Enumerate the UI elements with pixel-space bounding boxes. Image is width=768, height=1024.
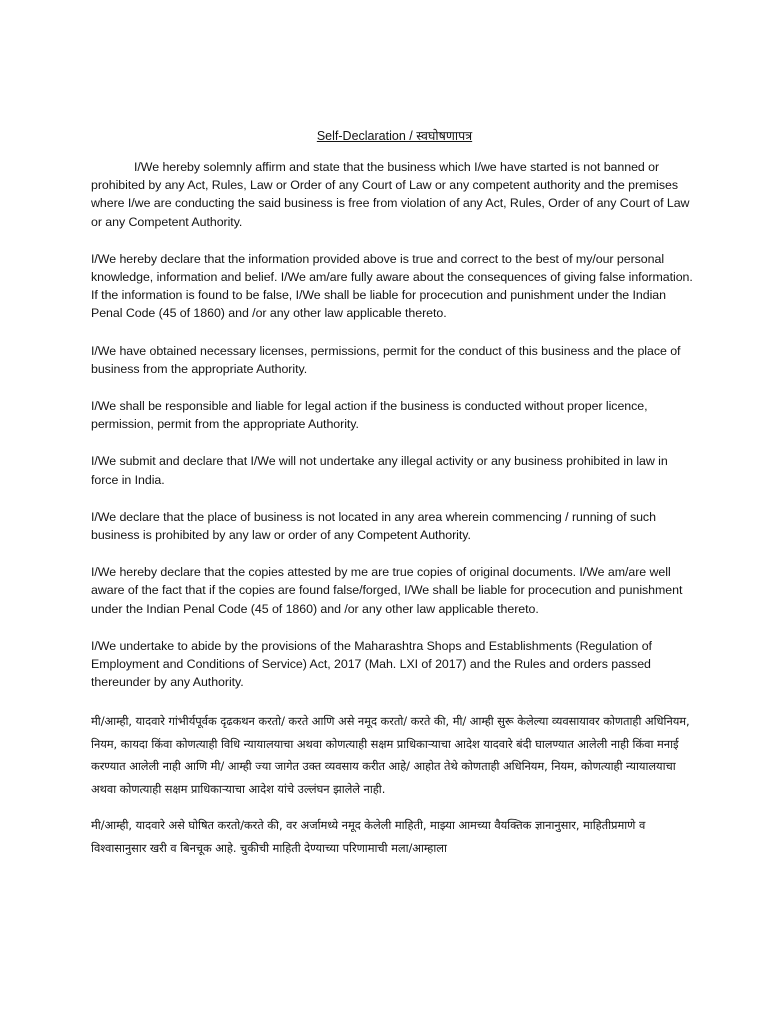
- paragraph-information-true: I/We hereby declare that the information provided above is true and correct to the best of my/our personal knowledge, information and belief. I/We am/are fully aware about the consequences of giving false information. If the information is found to be false, I/We shall be liable for procecution and punishment under the Indian Penal Code (45 of 1860) and /or any other law applicable thereto.: [91, 251, 693, 321]
- paragraph-attested-copies: I/We hereby declare that the copies attested by me are true copies of original documents. I/We am/are well aware of the fact that if the copies are found false/forged, I/We shall be liable for procecution and punishment under the Indian Penal Code (45 of 1860) and /or any other law applicable thereto.: [91, 565, 683, 616]
- document-title: Self-Declaration / स्वघोषणापत्र: [316, 129, 473, 143]
- marathi-paragraph-declaration: मी/आम्ही, यादवारे असे घोषित करतो/करते की, वर अर्जामध्ये नमूद केलेली माहिती, माझ्या आमच्या वैयक्तिक ज्ञानानुसार, माहितीप्रमाणे व विश्वासानुसार खरी व बिनचूक आहे. चुकीची माहिती देण्याच्या परिणामाची मला/आम्हाला: [91, 818, 646, 855]
- paragraph-place-not-prohibited: I/We declare that the place of business is not located in any area wherein commencing / running of such business is prohibited by any law or order of any Competent Authority.: [91, 509, 656, 543]
- paragraph-legal-responsibility: I/We shall be responsible and liable for legal action if the business is conducted without proper licence, permission, permit from the appropriate Authority.: [91, 399, 648, 432]
- paragraph-abide-by-act: I/We undertake to abide by the provisions of the Maharashtra Shops and Establishments (Regulation of Employment and Conditions of Service) Act, 2017 (Mah. LXI of 2017) and the Rules and orders passed thereunder by any Authority.: [91, 638, 652, 690]
- marathi-paragraph-affirmation: मी/आम्ही, यादवारे गांभीर्यपूर्वक दृढकथन करतो/ करते आणि असे नमूद करतो/ करते की, मी/ आम्ही सुरू केलेल्या व्यवसायावर कोणताही अधिनियम, नियम, कायदा किंवा कोणत्याही विधि न्यायालयाचा अथवा कोणत्याही सक्षम प्राधिकाऱ्याचा आदेश यादवारे बंदी घालण्यात आलेली नाही किंवा मनाई करण्यात आलेली नाही आणि मी/ आम्ही ज्या जागेत उक्त व्यवसाय करीत आहे/ आहोत तेथे कोणताही अधिनियम, नियम, कोणत्याही न्यायालयाचा अथवा कोणत्याही सक्षम प्राधिकाऱ्याचा आदेश यांचे उल्लंघन झालेले नाही.: [91, 714, 690, 796]
- paragraph-no-illegal-activity: I/We submit and declare that I/We will not undertake any illegal activity or any business prohibited in law in force in India.: [91, 454, 668, 487]
- paragraph-licenses-obtained: I/We have obtained necessary licenses, permissions, permit for the conduct of this business and the place of business from the appropriate Authority.: [91, 343, 681, 376]
- paragraph-business-not-prohibited: I/We hereby solemnly affirm and state that the business which I/we have started is not banned or prohibited by any Act, Rules, Law or Order of any Court of Law or any competent authority and the premises where I/we are conducting the said business is free from violation of any Act, Rules, Order of any Court of Law or any Competent Authority.: [91, 160, 690, 229]
